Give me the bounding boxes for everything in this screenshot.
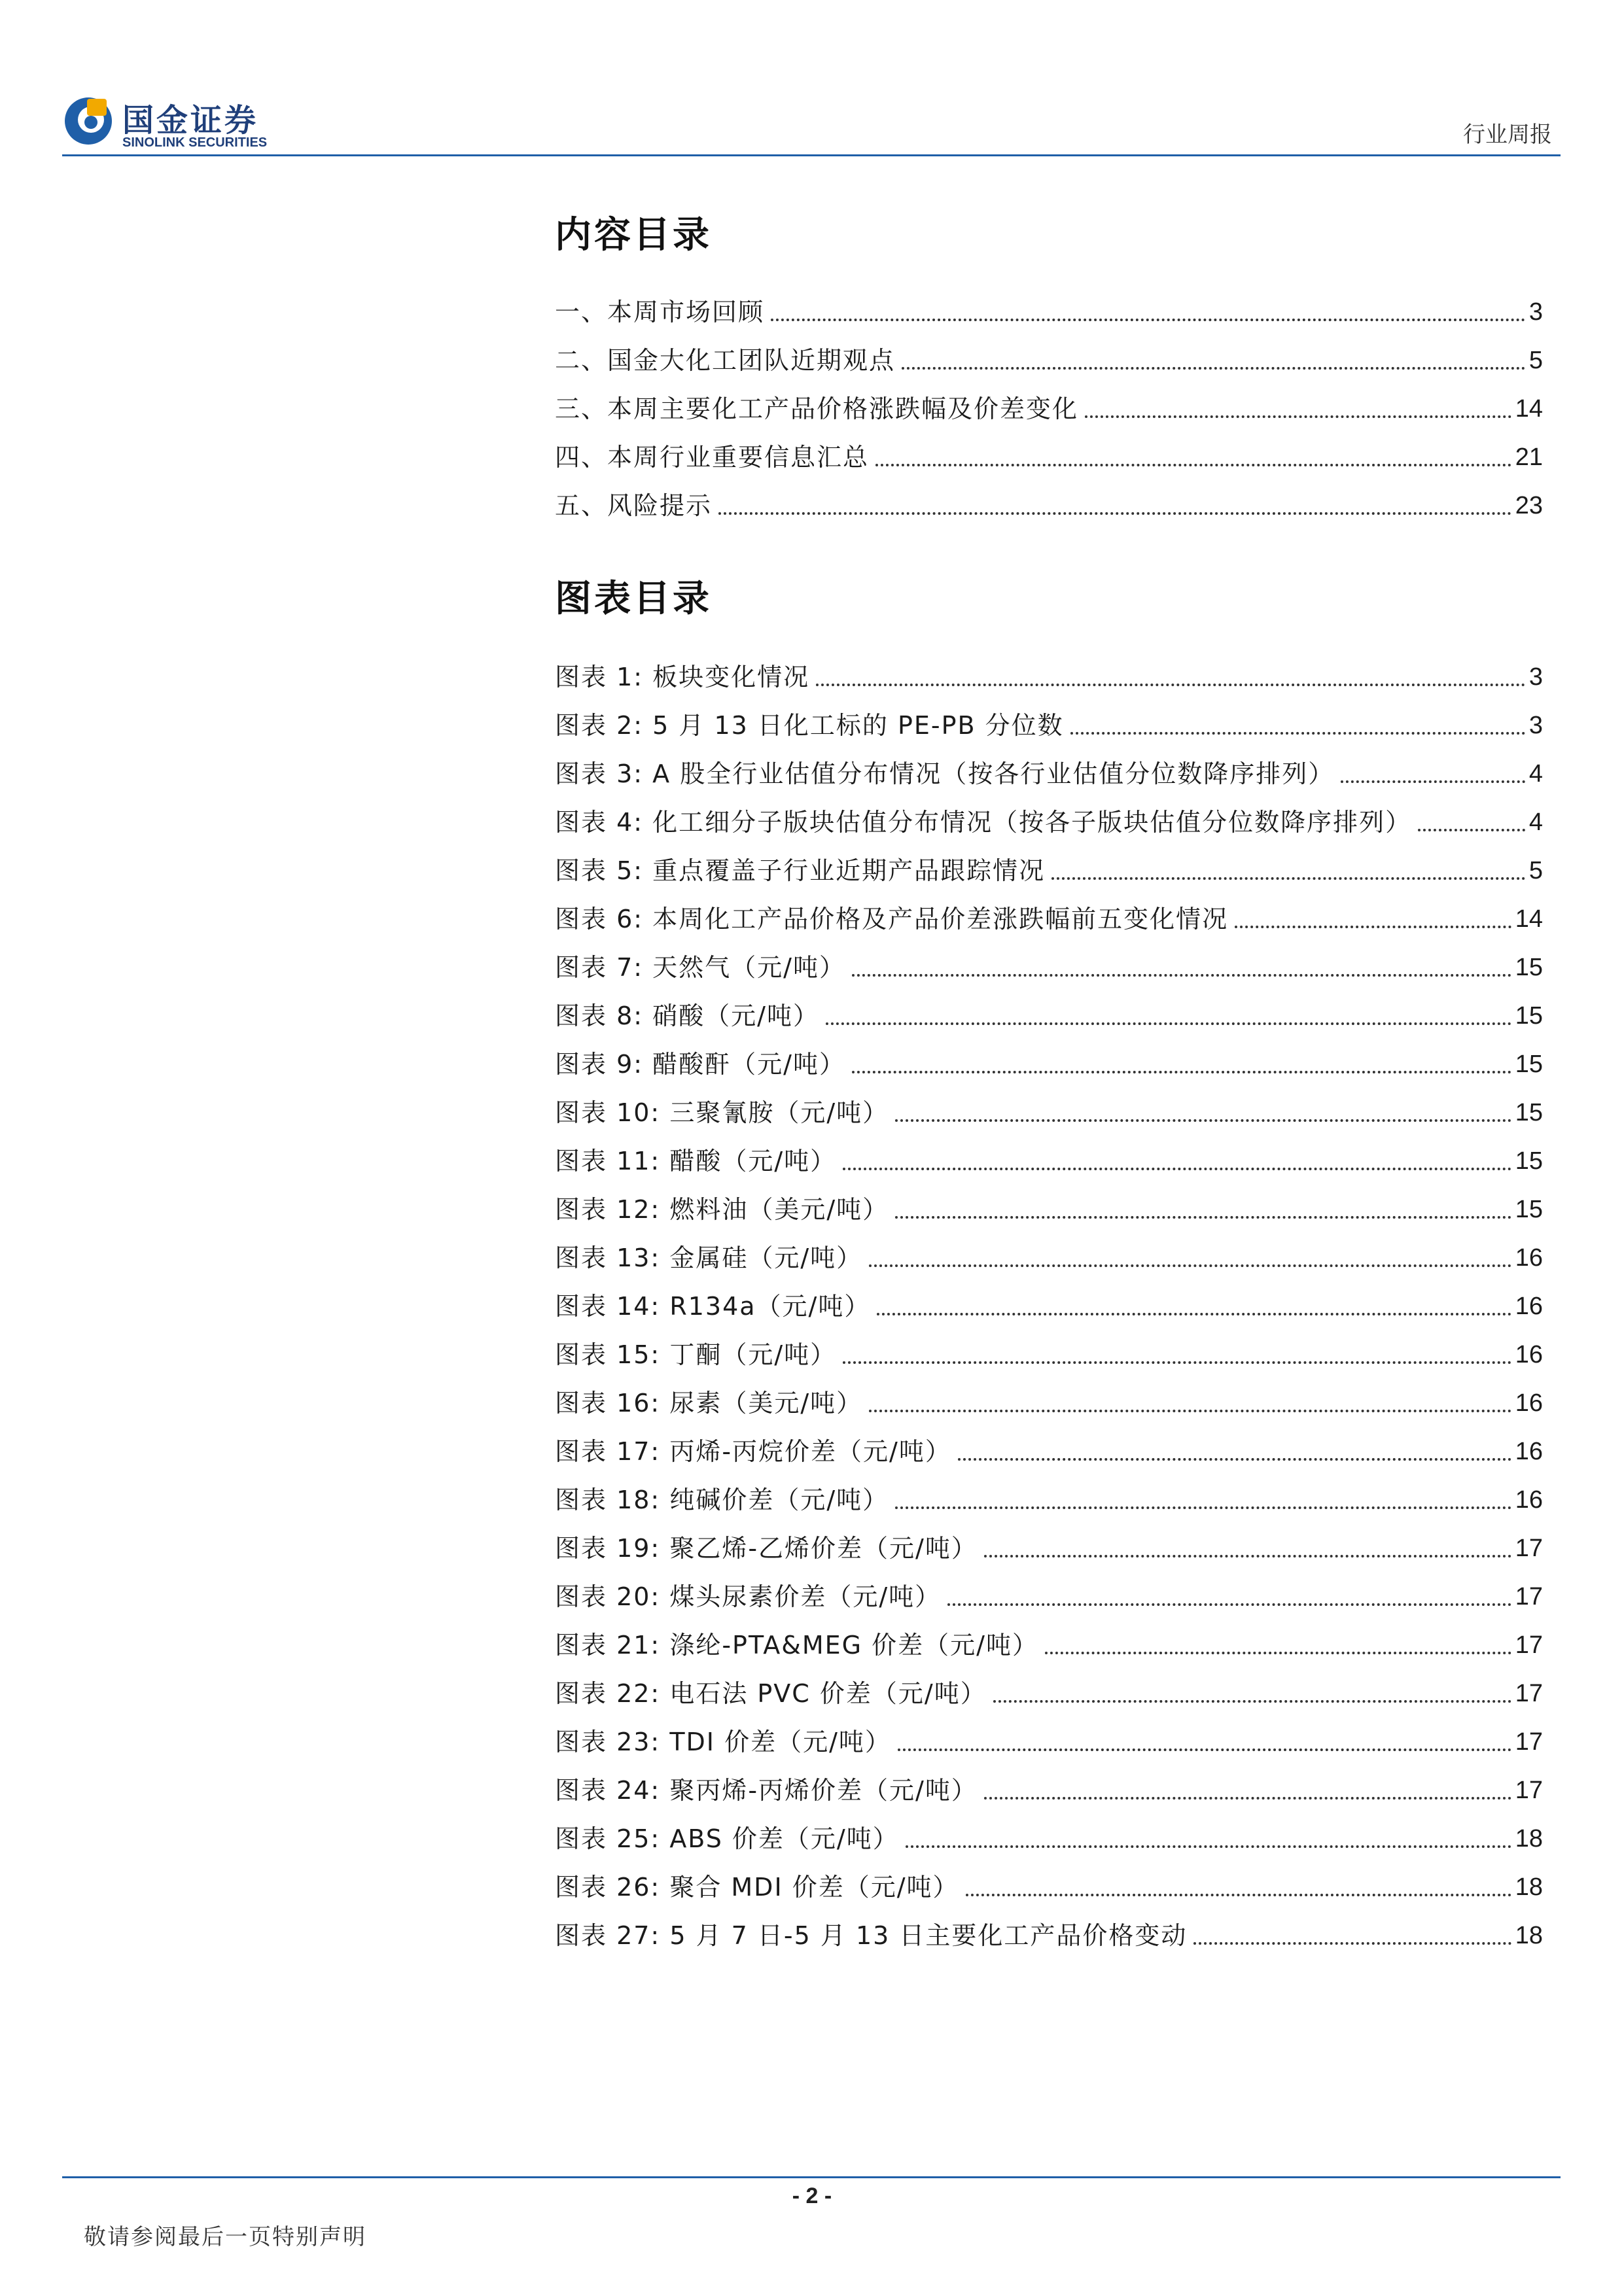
figure-entry-page: 18 xyxy=(1515,1922,1543,1949)
figure-entry[interactable] xyxy=(555,1032,1543,1081)
figure-entry-page: 16 xyxy=(1515,1341,1543,1368)
figure-entry[interactable] xyxy=(555,1371,1543,1419)
figure-entry[interactable] xyxy=(555,1613,1543,1661)
dot-leader xyxy=(984,1555,1511,1557)
figure-entry[interactable] xyxy=(555,693,1543,742)
toc-title: 内容目录 xyxy=(555,214,712,256)
figure-entry[interactable] xyxy=(555,1081,1543,1129)
toc-entry[interactable] xyxy=(555,474,1543,522)
dot-leader xyxy=(906,1845,1511,1848)
figure-entry[interactable] xyxy=(555,1565,1543,1613)
figure-entry-page: 5 xyxy=(1528,857,1543,884)
figure-entry-label: 图表 21: 涤纶-PTA&MEG 价差（元/吨） xyxy=(555,1631,1038,1660)
figure-entry-label: 图表 27: 5 月 7 日-5 月 13 日主要化工产品价格变动 xyxy=(555,1921,1188,1950)
figure-entry-label: 图表 23: TDI 价差（元/吨） xyxy=(555,1728,891,1756)
toc-entry-page: 23 xyxy=(1515,492,1543,519)
figure-list xyxy=(555,645,1543,1952)
figure-entry-page: 18 xyxy=(1515,1825,1543,1852)
dot-leader xyxy=(895,1119,1511,1122)
figure-entry-label: 图表 6: 本周化工产品价格及产品价差涨跌幅前五变化情况 xyxy=(555,905,1229,933)
figure-entry-label: 图表 4: 化工细分子版块估值分布情况（按各子版块估值分位数降序排列） xyxy=(555,808,1412,837)
dot-leader xyxy=(1193,1942,1511,1945)
figure-entry[interactable] xyxy=(555,1129,1543,1177)
figure-entry-page: 14 xyxy=(1515,905,1543,933)
figure-entry-page: 17 xyxy=(1515,1777,1543,1804)
figure-entry-page: 3 xyxy=(1528,712,1543,739)
dot-leader xyxy=(875,464,1511,466)
figure-entry-page: 16 xyxy=(1515,1244,1543,1272)
toc-entry-label: 一、本周市场回顾 xyxy=(555,298,765,326)
dot-leader xyxy=(843,1168,1511,1170)
dot-leader xyxy=(1070,732,1525,735)
dot-leader xyxy=(898,1748,1511,1751)
figure-entry[interactable] xyxy=(555,790,1543,839)
figure-entry-label: 图表 19: 聚乙烯-乙烯价差（元/吨） xyxy=(555,1534,978,1563)
figure-entry[interactable] xyxy=(555,1274,1543,1323)
figure-entry-label: 图表 22: 电石法 PVC 价差（元/吨） xyxy=(555,1679,987,1708)
dot-leader xyxy=(1085,415,1511,418)
page-number: - 2 - xyxy=(792,2183,832,2208)
figure-list-title: 图表目录 xyxy=(555,578,712,620)
figure-entry-label: 图表 25: ABS 价差（元/吨） xyxy=(555,1824,899,1853)
figure-entry-page: 4 xyxy=(1528,760,1543,788)
dot-leader xyxy=(869,1410,1511,1412)
toc-entry-page: 5 xyxy=(1528,347,1543,374)
figure-entry[interactable] xyxy=(555,1468,1543,1516)
figure-entry-label: 图表 8: 硝酸（元/吨） xyxy=(555,1001,819,1030)
dot-leader xyxy=(852,974,1511,977)
figure-entry[interactable] xyxy=(555,984,1543,1032)
toc-entry[interactable] xyxy=(555,328,1543,377)
dot-leader xyxy=(1235,926,1511,928)
dot-leader xyxy=(869,1264,1511,1267)
figure-entry-page: 15 xyxy=(1515,1099,1543,1126)
logo-name-cn: 国金证券 xyxy=(122,102,259,139)
dot-leader xyxy=(1418,829,1525,831)
figure-entry[interactable] xyxy=(555,1855,1543,1904)
toc-entry-page: 3 xyxy=(1528,298,1543,326)
dot-leader xyxy=(947,1603,1511,1606)
figure-entry-page: 15 xyxy=(1515,1147,1543,1175)
main-content xyxy=(555,209,1543,1952)
figure-entry[interactable] xyxy=(555,1516,1543,1565)
dot-leader xyxy=(1341,780,1525,783)
figure-entry[interactable] xyxy=(555,1807,1543,1855)
figure-entry-label: 图表 20: 煤头尿素价差（元/吨） xyxy=(555,1582,942,1611)
dot-leader xyxy=(966,1894,1511,1896)
figure-entry-label: 图表 1: 板块变化情况 xyxy=(555,663,810,691)
figure-entry-label: 图表 5: 重点覆盖子行业近期产品跟踪情况 xyxy=(555,856,1046,885)
figure-entry-label: 图表 12: 燃料油（美元/吨） xyxy=(555,1195,889,1224)
figure-entry-page: 4 xyxy=(1528,809,1543,836)
figure-entry-label: 图表 16: 尿素（美元/吨） xyxy=(555,1389,863,1418)
dot-leader xyxy=(771,319,1525,321)
figure-entry[interactable] xyxy=(555,1661,1543,1710)
figure-entry-label: 图表 18: 纯碱价差（元/吨） xyxy=(555,1486,889,1514)
figure-entry[interactable] xyxy=(555,839,1543,887)
figure-entry-label: 图表 15: 丁酮（元/吨） xyxy=(555,1340,837,1369)
logo-mark-icon xyxy=(62,95,115,147)
footer-divider xyxy=(62,2176,1561,2178)
report-type: 行业周报 xyxy=(1463,122,1552,148)
figure-entry-page: 16 xyxy=(1515,1293,1543,1320)
figure-entry[interactable] xyxy=(555,1323,1543,1371)
figure-entry-page: 15 xyxy=(1515,1196,1543,1223)
dot-leader xyxy=(902,367,1525,370)
logo-name-en: SINOLINK SECURITIES xyxy=(122,135,268,150)
figure-entry[interactable] xyxy=(555,1758,1543,1807)
dot-leader xyxy=(1045,1652,1511,1654)
figure-entry[interactable] xyxy=(555,1710,1543,1758)
dot-leader xyxy=(718,512,1511,515)
disclaimer: 敬请参阅最后一页特别声明 xyxy=(84,2224,366,2250)
figure-entry-label: 图表 7: 天然气（元/吨） xyxy=(555,953,845,982)
figure-entry-label: 图表 24: 聚丙烯-丙烯价差（元/吨） xyxy=(555,1776,978,1805)
toc-entry-label: 三、本周主要化工产品价格涨跌幅及价差变化 xyxy=(555,394,1079,423)
toc-entry-label: 四、本周行业重要信息汇总 xyxy=(555,443,870,472)
figure-entry-page: 15 xyxy=(1515,954,1543,981)
figure-entry-label: 图表 11: 醋酸（元/吨） xyxy=(555,1147,837,1175)
dot-leader xyxy=(895,1216,1511,1219)
dot-leader xyxy=(843,1361,1511,1364)
dot-leader xyxy=(993,1700,1511,1703)
dot-leader xyxy=(958,1458,1511,1461)
toc-list xyxy=(555,280,1543,522)
toc-entry[interactable] xyxy=(555,280,1543,328)
figure-entry-page: 16 xyxy=(1515,1389,1543,1417)
page-header xyxy=(0,0,1624,160)
figure-entry-page: 17 xyxy=(1515,1583,1543,1610)
dot-leader xyxy=(816,684,1525,686)
company-logo xyxy=(62,95,337,154)
figure-entry-page: 18 xyxy=(1515,1873,1543,1901)
figure-entry-page: 16 xyxy=(1515,1486,1543,1514)
figure-entry-label: 图表 10: 三聚氰胺（元/吨） xyxy=(555,1098,889,1127)
figure-entry-label: 图表 9: 醋酸酐（元/吨） xyxy=(555,1050,845,1079)
toc-entry-page: 14 xyxy=(1515,395,1543,423)
toc-entry[interactable] xyxy=(555,377,1543,425)
dot-leader xyxy=(826,1022,1511,1025)
figure-entry-label: 图表 2: 5 月 13 日化工标的 PE-PB 分位数 xyxy=(555,711,1064,740)
figure-entry-page: 15 xyxy=(1515,1002,1543,1030)
figure-entry-label: 图表 3: A 股全行业估值分布情况（按各行业估值分位数降序排列） xyxy=(555,759,1335,788)
dot-leader xyxy=(852,1071,1511,1073)
figure-entry-label: 图表 17: 丙烯-丙烷价差（元/吨） xyxy=(555,1437,951,1466)
figure-entry[interactable] xyxy=(555,935,1543,984)
figure-entry-page: 3 xyxy=(1528,663,1543,691)
figure-entry-label: 图表 13: 金属硅（元/吨） xyxy=(555,1244,863,1272)
toc-entry-label: 二、国金大化工团队近期观点 xyxy=(555,346,896,375)
toc-entry[interactable] xyxy=(555,425,1543,474)
figure-entry[interactable] xyxy=(555,645,1543,693)
figure-entry-page: 17 xyxy=(1515,1728,1543,1756)
dot-leader xyxy=(984,1797,1511,1800)
figure-entry-label: 图表 26: 聚合 MDI 价差（元/吨） xyxy=(555,1873,959,1902)
figure-entry-page: 17 xyxy=(1515,1631,1543,1659)
dot-leader xyxy=(1051,877,1525,880)
toc-entry-label: 五、风险提示 xyxy=(555,491,713,520)
figure-entry[interactable] xyxy=(555,887,1543,935)
figure-entry-page: 15 xyxy=(1515,1051,1543,1078)
figure-entry[interactable] xyxy=(555,742,1543,790)
figure-entry-label: 图表 14: R134a（元/吨） xyxy=(555,1292,871,1321)
figure-entry[interactable] xyxy=(555,1226,1543,1274)
dot-leader xyxy=(877,1313,1511,1315)
figure-entry-page: 17 xyxy=(1515,1535,1543,1562)
dot-leader xyxy=(895,1506,1511,1509)
header-divider xyxy=(62,154,1561,156)
figure-entry[interactable] xyxy=(555,1419,1543,1468)
figure-entry[interactable] xyxy=(555,1177,1543,1226)
figure-entry[interactable] xyxy=(555,1904,1543,1952)
figure-entry-page: 16 xyxy=(1515,1438,1543,1465)
toc-entry-page: 21 xyxy=(1515,444,1543,471)
figure-entry-page: 17 xyxy=(1515,1680,1543,1707)
